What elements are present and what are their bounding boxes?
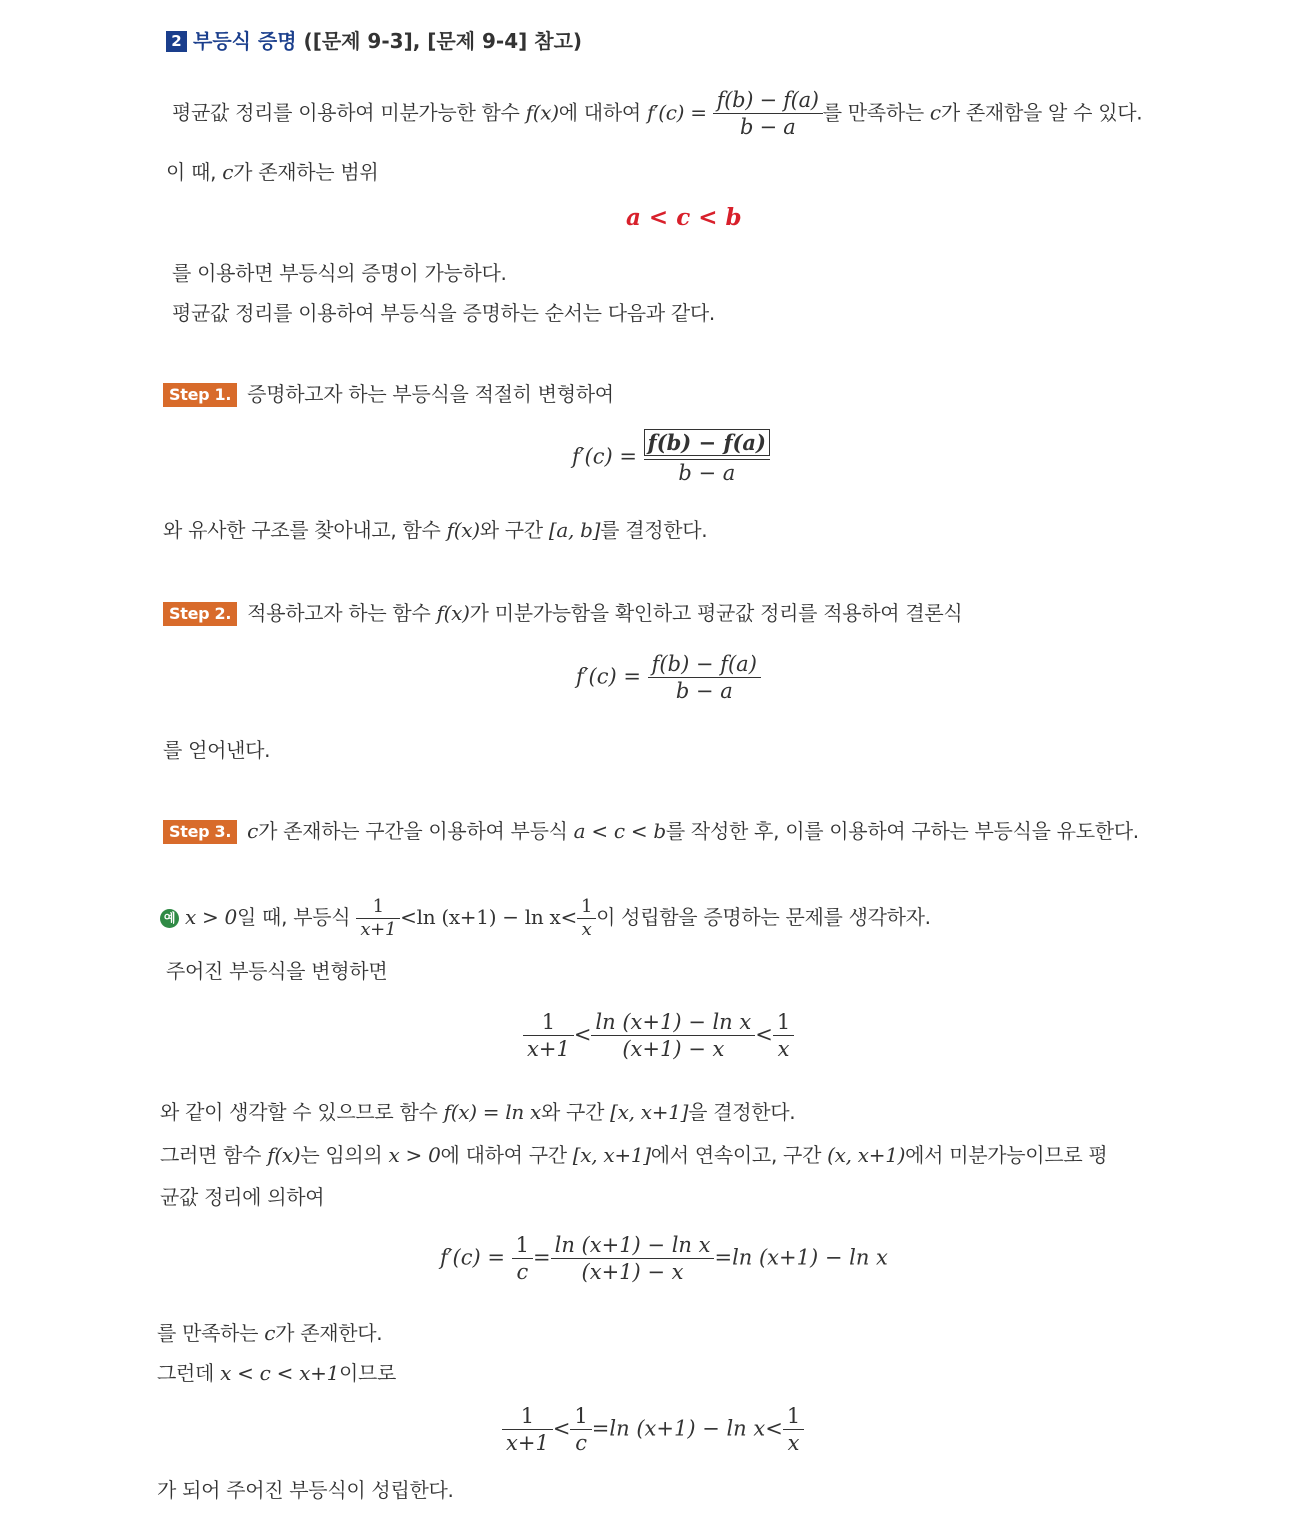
fraction-denominator: x+1	[360, 918, 397, 940]
fraction-denominator: c	[516, 1260, 529, 1285]
fraction-denominator: x+1	[506, 1431, 549, 1456]
example-line-5: 균값 정리에 의하여	[160, 1185, 325, 1209]
step1-after-c: 를 결정한다.	[600, 518, 708, 542]
fraction-1-over-c	[512, 1233, 533, 1285]
fraction-denominator: x	[787, 1431, 800, 1456]
section-header	[166, 25, 582, 54]
math-fprime-c: f′(c) =	[572, 444, 637, 469]
step-2-text-a: 적용하고자 하는 함수	[247, 601, 437, 625]
math-lt: <	[573, 1022, 592, 1047]
math-x-gt-0: x > 0	[185, 905, 237, 930]
fraction-denominator: b − a	[675, 679, 733, 704]
math-lt: <	[765, 1416, 783, 1441]
example-text-3a: 와 같이 생각할 수 있으므로 함수	[160, 1100, 444, 1124]
step-1-badge: Step 1.	[163, 383, 237, 407]
example-text-4e: 에서 미분가능이므로 평	[905, 1143, 1108, 1167]
fraction-mvt-2	[648, 652, 761, 704]
math-x-gt-0: x > 0	[388, 1143, 441, 1167]
step-1-after	[163, 514, 707, 543]
intro-line-3: 를 이용하면 부등식의 증명이 가능하다.	[172, 261, 507, 285]
fraction-numerator: 1	[356, 896, 400, 919]
math-lt: <	[400, 905, 417, 930]
fraction-denominator: (x+1) − x	[581, 1260, 684, 1285]
math-c: c	[247, 819, 259, 843]
fraction-denominator: c	[575, 1431, 587, 1456]
example-text-4d: 에서 연속이고, 구간	[650, 1143, 828, 1167]
fraction-boxed	[644, 430, 770, 486]
fraction-denominator: b − a	[740, 115, 796, 140]
example-line-2: 주어진 부등식을 변형하면	[166, 959, 388, 983]
math-lt: <	[755, 1022, 773, 1047]
math-fx-eq-lnx: f(x) = ln x	[443, 1100, 541, 1124]
math-interval-ab: [a, b]	[548, 518, 601, 542]
example-text-6a: 를 만족하는	[157, 1321, 265, 1345]
math-c: c	[929, 100, 941, 125]
fraction-denominator: b − a	[678, 461, 736, 486]
step-1-formula	[572, 430, 770, 486]
step-1	[163, 378, 614, 407]
fraction-denominator: x+1	[527, 1037, 570, 1062]
boxed-numerator: f(b) − f(a)	[644, 429, 770, 456]
fraction-numerator: ln (x+1) − ln x	[551, 1233, 715, 1259]
section-number-badge: 2	[166, 31, 187, 52]
math-fx: f(x)	[525, 100, 559, 125]
fraction-1-over-x	[773, 1010, 794, 1062]
intro-line-4: 평균값 정리를 이용하여 부등식을 증명하는 순서는 다음과 같다.	[172, 301, 715, 325]
step1-after-a: 와 유사한 구조를 찾아내고, 함수	[163, 518, 447, 542]
intro-text-1c: 를 만족하는	[822, 100, 930, 125]
fraction-1-over-x	[783, 1404, 804, 1456]
fraction-1-over-x1	[523, 1010, 574, 1062]
math-ln-diff: ln (x+1) − ln x	[416, 905, 561, 930]
math-ln-diff: ln (x+1) − ln x	[609, 1416, 766, 1441]
fraction-1-over-x	[577, 896, 596, 941]
fraction-numerator: ln (x+1) − ln x	[591, 1010, 755, 1036]
math-ln-diff: ln (x+1) − ln x	[732, 1245, 888, 1270]
fraction-mvt	[713, 88, 823, 140]
math-fprime-c: f′(c) =	[646, 100, 707, 125]
example-text-7a: 그런데	[157, 1361, 221, 1385]
example-line-1	[160, 896, 931, 941]
intro-line-1	[172, 88, 1142, 140]
step-3-text-b: 를 작성한 후, 이를 이용하여 구하는 부등식을 유도한다.	[665, 819, 1139, 843]
intro-line-2	[166, 156, 378, 185]
fraction-numerator: f(b) − f(a)	[713, 88, 823, 114]
math-interval-open: (x, x+1)	[827, 1143, 906, 1167]
step-2	[163, 597, 962, 626]
fraction-denominator: (x+1) − x	[622, 1037, 725, 1062]
step-2-formula	[576, 652, 761, 704]
example-line-3	[160, 1096, 795, 1125]
example-line-4	[160, 1139, 1107, 1168]
example-inequality-2	[502, 1404, 804, 1456]
math-interval-closed: [x, x+1]	[610, 1100, 689, 1124]
step-3	[163, 815, 1139, 844]
example-text-3b: 와 구간	[540, 1100, 611, 1124]
math-lt: <	[560, 905, 577, 930]
fraction-numerator: 1	[577, 896, 596, 919]
highlight-range: a < c < b	[626, 204, 742, 231]
fraction-denominator: x	[777, 1037, 790, 1062]
step-3-text-a: 가 존재하는 구간을 이용하여 부등식	[258, 819, 574, 843]
fraction-numerator: 1	[570, 1404, 591, 1430]
fraction-1-over-x1	[356, 896, 400, 941]
math-a-lt-c-lt-b: a < c < b	[573, 819, 666, 843]
intro-text-2b: 가 존재하는 범위	[233, 160, 379, 184]
example-text-a: 일 때, 부등식	[236, 905, 357, 930]
math-fprime-c: f′(c) =	[440, 1245, 505, 1270]
fraction-numerator: 1	[773, 1010, 794, 1036]
fraction-numerator: 1	[512, 1233, 533, 1259]
math-c: c	[222, 160, 234, 184]
fraction-numerator: 1	[502, 1404, 553, 1430]
step-2-text-b: 가 미분가능함을 확인하고 평균값 정리를 적용하여 결론식	[469, 601, 963, 625]
fraction-ln-diff	[591, 1010, 755, 1062]
step-1-text: 증명하고자 하는 부등식을 적절히 변형하여	[247, 382, 614, 406]
math-eq: =	[714, 1245, 733, 1270]
example-line-8: 가 되어 주어진 부등식이 성립한다.	[157, 1478, 454, 1502]
math-lt: <	[552, 1416, 571, 1441]
example-text-7b: 이므로	[339, 1361, 397, 1385]
fraction-numerator: 1	[783, 1404, 804, 1430]
math-c: c	[264, 1321, 276, 1345]
example-text-4c: 에 대하여 구간	[440, 1143, 573, 1167]
example-text-4a: 그러면 함수	[160, 1143, 268, 1167]
example-line-6	[157, 1317, 382, 1346]
fraction-numerator-boxed	[644, 430, 770, 460]
math-interval-closed: [x, x+1]	[572, 1143, 651, 1167]
step-2-after: 를 얻어낸다.	[163, 738, 271, 762]
math-fx: f(x)	[267, 1143, 301, 1167]
step1-after-b: 와 구간	[479, 518, 549, 542]
step-3-badge: Step 3.	[163, 820, 237, 844]
example-mvt-formula	[440, 1233, 888, 1285]
fraction-denominator: x	[581, 918, 592, 940]
intro-text-1a: 평균값 정리를 이용하여 미분가능한 함수	[172, 100, 526, 125]
example-line-7	[157, 1357, 396, 1386]
section-title: 부등식 증명	[193, 29, 297, 53]
fraction-1-over-x1	[502, 1404, 553, 1456]
math-eq: =	[591, 1416, 610, 1441]
example-text-b: 이 성립함을 증명하는 문제를 생각하자.	[596, 905, 931, 930]
example-badge: 예	[160, 909, 179, 928]
step-2-badge: Step 2.	[163, 602, 237, 626]
intro-text-1b: 에 대하여	[558, 100, 647, 125]
math-eq: =	[533, 1245, 551, 1270]
fraction-ln-diff	[551, 1233, 715, 1285]
example-inequality-1	[523, 1010, 794, 1062]
intro-text-2a: 이 때,	[166, 160, 223, 184]
example-text-3c: 을 결정한다.	[688, 1100, 796, 1124]
fraction-numerator: 1	[523, 1010, 574, 1036]
fraction-numerator: f(b) − f(a)	[648, 652, 761, 678]
intro-text-1d: 가 존재함을 알 수 있다.	[940, 100, 1143, 125]
math-fx: f(x)	[446, 518, 480, 542]
math-fprime-c: f′(c) =	[576, 664, 641, 689]
math-x-lt-c-lt-x1: x < c < x+1	[220, 1361, 340, 1385]
example-text-4b: 는 임의의	[300, 1143, 389, 1167]
fraction-1-over-c	[570, 1404, 591, 1456]
section-reference: ([문제 9-3], [문제 9-4] 참고)	[303, 29, 583, 53]
example-text-6b: 가 존재한다.	[275, 1321, 383, 1345]
math-fx: f(x)	[436, 601, 470, 625]
